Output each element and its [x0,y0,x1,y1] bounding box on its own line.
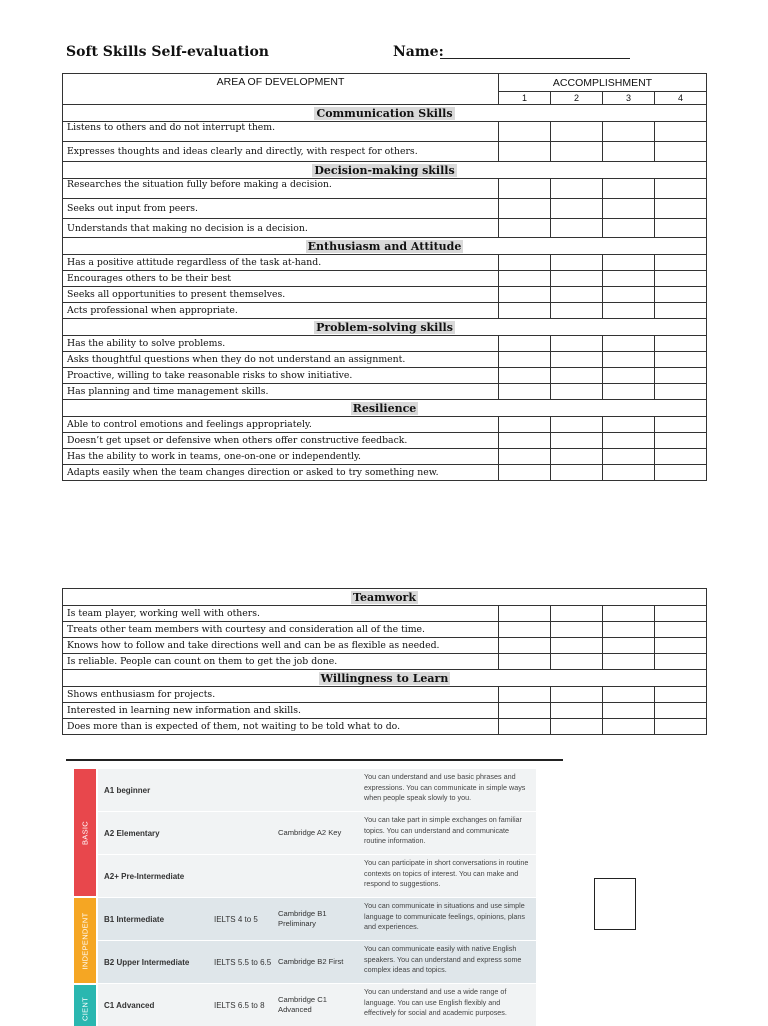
rating-cell[interactable] [655,336,707,352]
rating-cell[interactable] [499,703,551,719]
rating-cell[interactable] [499,287,551,303]
skill-text: Able to control emotions and feelings appropriately. [63,417,499,433]
rating-cell[interactable] [551,703,603,719]
table-row [63,336,707,352]
rating-cell[interactable] [603,622,655,638]
rating-cell[interactable] [655,449,707,465]
area-header: AREA OF DEVELOPMENT [63,74,499,105]
level-row [98,812,536,854]
rating-cell[interactable] [655,352,707,368]
skill-text: Proactive, willing to take reasonable risks to show initiative. [63,368,499,384]
rating-cell[interactable] [551,199,603,219]
skill-text: Asks thoughtful questions when they do not understand an assignment. [63,352,499,368]
rating-cell[interactable] [655,703,707,719]
rating-cell[interactable] [655,271,707,287]
rating-cell[interactable] [551,433,603,449]
rating-cell[interactable] [655,287,707,303]
rating-cell[interactable] [655,303,707,319]
rating-cell[interactable] [655,465,707,481]
level-row [98,984,536,1026]
rating-cell[interactable] [655,719,707,735]
rating-cell[interactable] [551,219,603,238]
level-name: A2+ Pre-Intermediate [104,871,185,881]
rating-cell[interactable] [499,606,551,622]
table-row [63,465,707,481]
rating-cell[interactable] [603,384,655,400]
rating-cell[interactable] [499,122,551,142]
rating-cell[interactable] [499,433,551,449]
table-row [63,255,707,271]
rating-cell[interactable] [499,638,551,654]
skill-text: Does more than is expected of them, not waiting to be told what to do. [63,719,499,735]
rating-cell[interactable] [603,179,655,199]
rating-cell[interactable] [499,622,551,638]
rating-cell[interactable] [551,303,603,319]
rating-cell[interactable] [655,417,707,433]
rating-cell[interactable] [603,368,655,384]
table-row [63,142,707,162]
rating-cell[interactable] [603,449,655,465]
section-heading: Problem-solving skills [63,319,707,336]
section-heading: Resilience [63,400,707,417]
table-row [63,433,707,449]
level-description: You can understand and use a wide range of language. You can use English flexibly and effectively for social and academic purposes. [364,987,507,1017]
skill-text: Listens to others and do not interrupt them. [63,122,499,142]
rating-cell[interactable] [603,219,655,238]
band-proficient: CIENT [74,985,96,1026]
cambridge-exam: Cambridge B1 Preliminary [278,909,327,928]
table-row [63,654,707,670]
rating-cell[interactable] [551,606,603,622]
rating-cell[interactable] [603,255,655,271]
level-description: You can take part in simple exchanges on familiar topics. You can understand and communicate routine information. [364,815,522,845]
empty-box[interactable] [594,878,636,930]
section-heading: Teamwork [63,589,707,606]
table-row [63,703,707,719]
table-row [63,219,707,238]
rating-cell[interactable] [499,449,551,465]
name-label: Name: [393,44,444,60]
scale-2: 2 [551,92,603,105]
cambridge-exam: Cambridge B2 First [278,957,344,966]
table-row [63,687,707,703]
rating-cell[interactable] [499,199,551,219]
rating-cell[interactable] [551,368,603,384]
scale-1: 1 [499,92,551,105]
rating-cell[interactable] [499,384,551,400]
section-heading: Decision-making skills [63,162,707,179]
rating-cell[interactable] [499,687,551,703]
rating-cell[interactable] [499,368,551,384]
ielts-score [212,812,272,854]
rating-cell[interactable] [603,142,655,162]
ielts-score [212,855,272,897]
rating-cell[interactable] [603,465,655,481]
rating-cell[interactable] [655,654,707,670]
skill-text: Interested in learning new information and skills. [63,703,499,719]
band-independent: INDEPENDENT [74,898,96,983]
ielts-score: IELTS 6.5 to 8 [214,1000,265,1010]
rating-cell[interactable] [499,417,551,433]
table-row [63,271,707,287]
level-name: A2 Elementary [104,828,160,838]
evaluation-table-2 [62,588,707,735]
skill-text: Expresses thoughts and ideas clearly and directly, with respect for others. [63,142,499,162]
level-row [98,941,536,983]
skill-text: Adapts easily when the team changes direction or asked to try something new. [63,465,499,481]
language-levels-image [66,759,563,1026]
table-row [63,638,707,654]
level-row [98,769,536,811]
ielts-score: IELTS 4 to 5 [214,914,258,924]
rating-cell[interactable] [603,703,655,719]
rating-cell[interactable] [655,122,707,142]
rating-cell[interactable] [551,142,603,162]
rating-cell[interactable] [551,255,603,271]
rating-cell[interactable] [551,179,603,199]
table-row [63,287,707,303]
table-row [63,199,707,219]
rating-cell[interactable] [551,654,603,670]
rating-cell[interactable] [551,638,603,654]
rating-cell[interactable] [603,654,655,670]
rating-cell[interactable] [603,687,655,703]
rating-cell[interactable] [603,638,655,654]
rating-cell[interactable] [551,287,603,303]
rating-cell[interactable] [499,719,551,735]
rating-cell[interactable] [551,719,603,735]
level-row [98,855,536,897]
section-heading: Willingness to Learn [63,670,707,687]
rating-cell[interactable] [603,122,655,142]
level-row [98,898,536,940]
cambridge-exam [274,769,358,811]
rating-cell[interactable] [603,199,655,219]
rating-cell[interactable] [603,303,655,319]
level-name: C1 Advanced [104,1000,155,1010]
table-row [63,417,707,433]
level-description: You can understand and use basic phrases and expressions. You can communicate in simple ways when people speak slowly to you. [364,772,526,802]
rating-cell[interactable] [655,199,707,219]
rating-cell[interactable] [603,606,655,622]
rating-cell[interactable] [499,219,551,238]
table-row [63,352,707,368]
table-row [63,303,707,319]
table-row [63,719,707,735]
cambridge-exam: Cambridge C1 Advanced [278,995,327,1014]
skill-text: Has the ability to work in teams, one-on-one or independently. [63,449,499,465]
rating-cell[interactable] [655,368,707,384]
rating-cell[interactable] [551,465,603,481]
level-name: B1 Intermediate [104,914,165,924]
skill-text: Seeks all opportunities to present themselves. [63,287,499,303]
table-row [63,179,707,199]
level-description: You can communicate easily with native English speakers. You can understand and express some complex ideas and topics. [364,944,522,974]
skill-text: Is team player, working well with others. [63,606,499,622]
accomplishment-header: ACCOMPLISHMENT [499,74,707,92]
rating-cell[interactable] [551,687,603,703]
rating-cell[interactable] [551,384,603,400]
rating-cell[interactable] [551,417,603,433]
rating-cell[interactable] [655,606,707,622]
cambridge-exam: Cambridge A2 Key [278,828,342,837]
rating-cell[interactable] [655,638,707,654]
name-line[interactable] [440,58,630,59]
rating-cell[interactable] [655,622,707,638]
table-row [63,122,707,142]
skill-text: Is reliable. People can count on them to get the job done. [63,654,499,670]
rating-cell[interactable] [655,687,707,703]
rating-cell[interactable] [655,142,707,162]
document-title: Soft Skills Self-evaluation [66,44,269,60]
table-row [63,368,707,384]
ielts-score [212,769,272,811]
skill-text: Seeks out input from peers. [63,199,499,219]
rating-cell[interactable] [499,303,551,319]
scale-3: 3 [603,92,655,105]
rating-cell[interactable] [499,255,551,271]
skill-text: Encourages others to be their best [63,271,499,287]
rating-cell[interactable] [551,352,603,368]
band-basic: BASIC [74,769,96,896]
table-row [63,384,707,400]
section-heading: Enthusiasm and Attitude [63,238,707,255]
table-row [63,622,707,638]
skill-text: Doesn’t get upset or defensive when others offer constructive feedback. [63,433,499,449]
cambridge-exam [274,855,358,897]
rating-cell[interactable] [551,622,603,638]
rating-cell[interactable] [499,336,551,352]
rating-cell[interactable] [655,179,707,199]
rating-cell[interactable] [655,384,707,400]
rating-cell[interactable] [551,122,603,142]
rating-cell[interactable] [551,449,603,465]
rating-cell[interactable] [499,179,551,199]
level-name: A1 beginner [104,785,151,795]
rating-cell[interactable] [499,271,551,287]
rating-cell[interactable] [499,465,551,481]
skill-text: Treats other team members with courtesy and consideration all of the time. [63,622,499,638]
skill-text: Understands that making no decision is a decision. [63,219,499,238]
rating-cell[interactable] [603,352,655,368]
rating-cell[interactable] [603,417,655,433]
rating-cell[interactable] [499,352,551,368]
table-row [63,449,707,465]
rating-cell[interactable] [603,271,655,287]
table-row [63,606,707,622]
rating-cell[interactable] [655,433,707,449]
level-description: You can participate in short conversations in routine contexts on topics of interest. You can make and respond to suggestions. [364,858,529,888]
section-heading: Communication Skills [63,105,707,122]
rating-cell[interactable] [603,719,655,735]
skill-text: Acts professional when appropriate. [63,303,499,319]
scale-4: 4 [655,92,707,105]
rating-cell[interactable] [603,287,655,303]
rating-cell[interactable] [551,271,603,287]
rating-cell[interactable] [655,219,707,238]
ielts-score: IELTS 5.5 to 6.5 [214,957,272,967]
rating-cell[interactable] [603,336,655,352]
skill-text: Shows enthusiasm for projects. [63,687,499,703]
rating-cell[interactable] [499,142,551,162]
skill-text: Has planning and time management skills. [63,384,499,400]
level-name: B2 Upper Intermediate [104,957,190,967]
skill-text: Has the ability to solve problems. [63,336,499,352]
skill-text: Knows how to follow and take directions well and can be as flexible as needed. [63,638,499,654]
rating-cell[interactable] [655,255,707,271]
rating-cell[interactable] [603,433,655,449]
skill-text: Researches the situation fully before making a decision. [63,179,499,199]
evaluation-table-1 [62,73,707,481]
rating-cell[interactable] [499,654,551,670]
level-description: You can communicate in situations and use simple language to communicate feelings, opinions, plans and experiences. [364,901,526,931]
skill-text: Has a positive attitude regardless of the task at-hand. [63,255,499,271]
rating-cell[interactable] [551,336,603,352]
